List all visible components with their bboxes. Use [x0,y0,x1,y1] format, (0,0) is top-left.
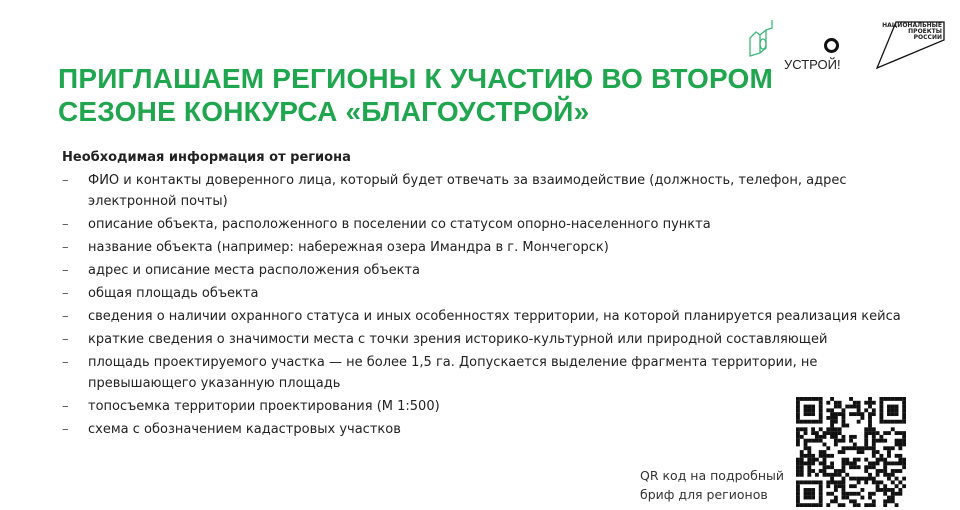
requirements-list [62,170,922,442]
dash-bullet: – [62,399,69,414]
list-item [62,396,922,417]
national-projects-logo: НАЦИОНАЛЬНЫЕ ПРОЕКТЫ РОССИИ [872,20,946,74]
dash-bullet: – [62,332,69,347]
list-item-text: топосъемка территории проектирования (М 1:500) [88,399,440,414]
list-item-text: схема с обозначением кадастровых участков [88,422,401,437]
list-item [62,283,922,304]
list-item [62,237,922,258]
list-item [62,419,922,440]
list-item-text: описание объекта, расположенного в поселении со статусом опорно-населенного пункта [88,217,711,232]
dash-bullet: – [62,422,69,437]
dash-bullet: – [62,217,69,232]
list-item-text: название объекта (например: набережная озера Имандра в г. Мончегорск) [88,240,609,255]
dash-bullet: – [62,355,69,370]
list-item [62,214,922,235]
qr-caption: QR код на подробный бриф для регионов [640,468,785,502]
list-item-text: сведения о наличии охранного статуса и иных особенностях территории, на которой планируется реализация кейса [88,309,901,324]
list-item [62,170,922,212]
list-item [62,260,922,281]
section-heading: Необходимая информация от региона [62,150,351,165]
dash-bullet: – [62,240,69,255]
list-item [62,306,922,327]
list-item [62,352,922,394]
list-item-text: ФИО и контакты доверенного лица, который будет отвечать за взаимодействие (должность, телефон, адрес электронной почты) [88,173,847,209]
dash-bullet: – [62,173,69,188]
slide: УСТРОЙ! НАЦИОНАЛЬНЫЕ ПРОЕКТЫ РОССИИ ПРИГЛАШАЕМ РЕГИОНЫ К УЧАСТИЮ ВО ВТОРОМ СЕЗОНЕ КОНКУРСА «БЛАГОУСТРОЙ» Необходимая информация от региона – ФИО и контакты доверенного лица, который будет отвечать за взаимодействие (должность, телефон, адрес электронной почты) – описание объекта, расположенного в поселении со статусом опорно-населенного пункта – название объекта (например: набережная озера Имандра в г. Мончегорск) – адрес и описание места расположения объекта – общая площадь объекта – сведения о наличии охранного статуса и иных особенностях территории, на которой планируется реализация кейса – краткие сведения о значимости места с точки зрения историко-культурной или природной составляющей – площадь проектируемого участка — не более 1,5 га. Допускается выделение фрагмента территории, не превышающего указанную площадь – топосъемка территории проектирования (М 1:500) – схема с обозначением кадастровых участков QR код на подробный бриф для регионов [0,0,960,510]
page-title: ПРИГЛАШАЕМ РЕГИОНЫ К УЧАСТИЮ ВО ВТОРОМ СЕЗОНЕ КОНКУРСА «БЛАГОУСТРОЙ» [58,63,773,127]
qr-code[interactable] [796,397,906,507]
dash-bullet: – [62,286,69,301]
list-item-text: адрес и описание места расположения объекта [88,263,421,278]
list-item [62,329,922,350]
dash-bullet: – [62,263,69,278]
list-item-text: площадь проектируемого участка — не более 1,5 га. Допускается выделение фрагмента территории, не превышающего указанную площадь [88,355,818,391]
dash-bullet: – [62,309,69,324]
blagoustroy-logo-icon [748,18,778,58]
list-item-text: краткие сведения о значимости места с точки зрения историко-культурной или природной составляющей [88,332,828,347]
list-item-text: общая площадь объекта [88,286,259,301]
